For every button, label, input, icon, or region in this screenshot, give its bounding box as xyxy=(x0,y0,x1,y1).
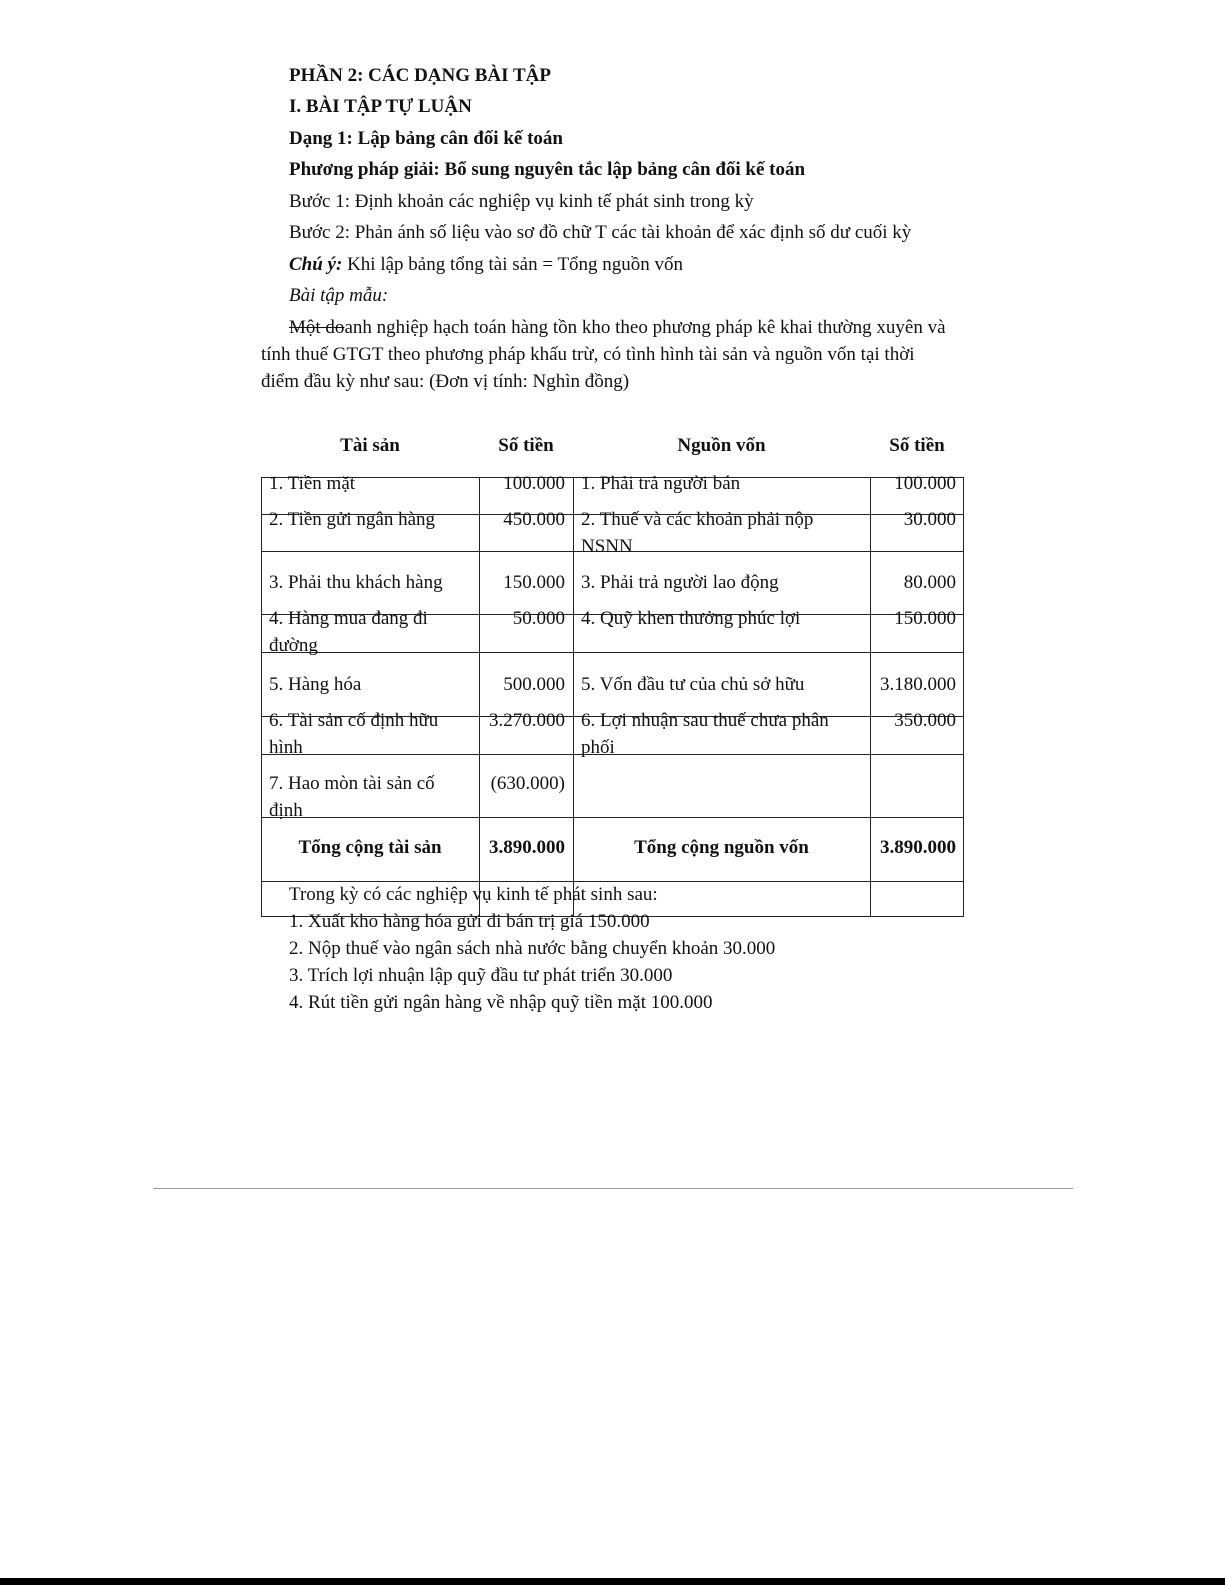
source-amount-cell: 3.180.000 xyxy=(880,674,956,695)
step-1: Bước 1: Định khoản các nghiệp vụ kinh tế phát sinh trong kỳ xyxy=(289,191,754,212)
intro-text: anh nghiệp hạch toán hàng tồn kho theo phương pháp kê khai thường xuyên và xyxy=(344,317,946,338)
intro-line-1 xyxy=(289,317,946,339)
asset-amount-cell: 3.270.000 xyxy=(489,710,565,731)
source-cell: 4. Quỹ khen thưởng phúc lợi xyxy=(581,608,801,629)
intro-line-3: điểm đầu kỳ như sau: (Đơn vị tính: Nghìn đồng) xyxy=(261,371,630,392)
note-label: Chú ý: xyxy=(289,254,343,275)
source-cell: 2. Thuế và các khoản phải nộp NSNN xyxy=(581,509,814,557)
note-text: Khi lập bảng tổng tài sản = Tổng nguồn vốn xyxy=(342,254,684,275)
source-amount-cell: 150.000 xyxy=(894,608,956,629)
source-amount-cell: 350.000 xyxy=(894,710,956,731)
transaction-item: 4. Rút tiền gửi ngân hàng về nhập quỹ tiền mặt 100.000 xyxy=(289,992,713,1013)
source-amount-cell: 30.000 xyxy=(903,509,956,530)
source-cell: 3. Phải trả người lao động xyxy=(581,572,779,593)
bottom-bar xyxy=(0,1578,1225,1585)
source-amount-cell: 100.000 xyxy=(894,473,956,494)
note-line xyxy=(289,254,683,276)
asset-cell: 4. Hàng mua đang đi đường xyxy=(269,608,428,656)
table-rule xyxy=(963,477,964,917)
transaction-item: 3. Trích lợi nhuận lập quỹ đầu tư phát triển 30.000 xyxy=(289,965,673,986)
asset-amount-cell: (630.000) xyxy=(490,773,565,794)
page-separator xyxy=(153,1188,1073,1189)
intro-line-2: tính thuế GTGT theo phương pháp khấu trừ, có tình hình tài sản và nguồn vốn tại thời xyxy=(261,344,915,365)
asset-cell: 3. Phải thu khách hàng xyxy=(269,572,443,593)
transaction-item: 2. Nộp thuế vào ngân sách nhà nước bằng chuyển khoản 30.000 xyxy=(289,938,776,959)
source-cell: 1. Phải trả người bán xyxy=(581,473,741,494)
asset-amount-cell: 450.000 xyxy=(503,509,565,530)
source-amount-cell: 80.000 xyxy=(903,572,956,593)
section-heading: I. BÀI TẬP TỰ LUẬN xyxy=(289,96,472,117)
sample-label: Bài tập mẫu: xyxy=(289,285,389,306)
total-assets-amount: 3.890.000 xyxy=(489,837,565,858)
asset-amount-cell: 150.000 xyxy=(503,572,565,593)
transaction-item: 1. Xuất kho hàng hóa gửi đi bán trị giá 150.000 xyxy=(289,911,650,932)
asset-amount-cell: 100.000 xyxy=(503,473,565,494)
header-asset-amount: Số tiền xyxy=(498,435,554,456)
asset-cell: 7. Hao mòn tài sản cố định xyxy=(269,773,435,821)
part-heading: PHẦN 2: CÁC DẠNG BÀI TẬP xyxy=(289,65,551,86)
asset-cell: 6. Tài sản cố định hữu hình xyxy=(269,710,439,758)
step-2: Bước 2: Phản ánh số liệu vào sơ đồ chữ T các tài khoản để xác định số dư cuối kỳ xyxy=(289,222,912,243)
source-cell: 5. Vốn đầu tư của chủ sở hữu xyxy=(581,674,805,695)
method-heading: Phương pháp giải: Bổ sung nguyên tắc lập bảng cân đối kế toán xyxy=(289,159,806,180)
asset-cell: 5. Hàng hóa xyxy=(269,674,362,695)
header-sources: Nguồn vốn xyxy=(677,435,766,456)
table-rule xyxy=(479,477,480,917)
source-cell: 6. Lợi nhuận sau thuế chưa phân phối xyxy=(581,710,829,758)
total-assets-label: Tổng cộng tài sản xyxy=(298,837,442,858)
type-heading: Dạng 1: Lập bảng cân đối kế toán xyxy=(289,128,563,149)
table-rule xyxy=(870,477,871,917)
balance-sheet-table xyxy=(261,473,964,917)
header-assets: Tài sản xyxy=(340,435,400,456)
asset-amount-cell: 500.000 xyxy=(503,674,565,695)
total-sources-label: Tổng cộng nguồn vốn xyxy=(634,837,809,858)
total-sources-amount: 3.890.000 xyxy=(880,837,956,858)
asset-cell: 2. Tiền gửi ngân hàng xyxy=(269,509,435,530)
asset-cell: 1. Tiền mặt xyxy=(269,473,356,494)
transactions-intro: Trong kỳ có các nghiệp vụ kinh tế phát sinh sau: xyxy=(289,884,658,905)
header-source-amount: Số tiền xyxy=(889,435,945,456)
table-rule xyxy=(261,881,964,882)
asset-amount-cell: 50.000 xyxy=(512,608,565,629)
struck-text: Một do xyxy=(289,317,345,338)
